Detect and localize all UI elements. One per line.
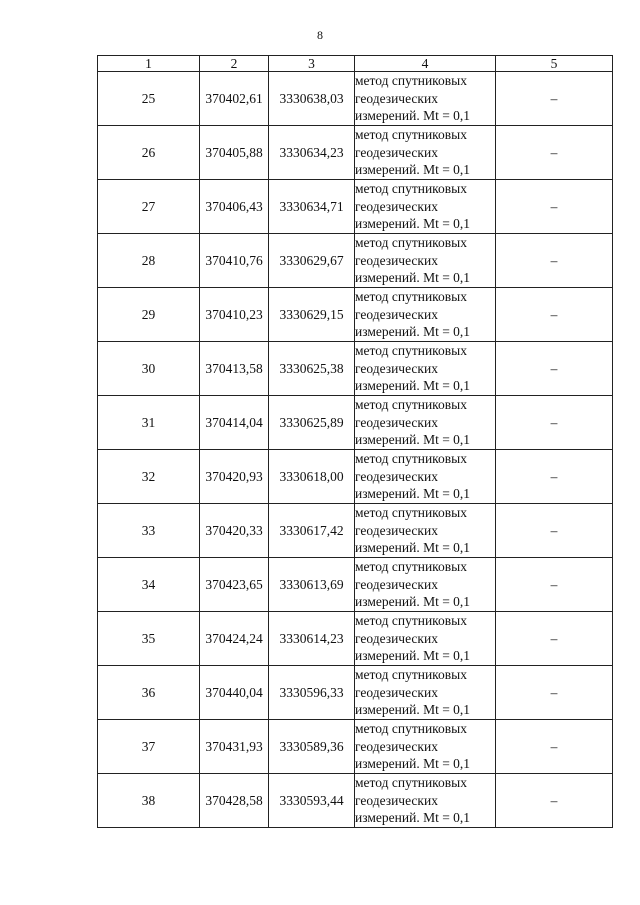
note-cell: – (496, 180, 613, 234)
method-line-1: метод спутниковых (355, 613, 467, 629)
method-line-1: метод спутниковых (355, 559, 467, 575)
method-line-2: геодезических (355, 792, 438, 808)
coordinates-table (97, 55, 613, 828)
table-row (98, 666, 613, 720)
note-cell: – (496, 234, 613, 288)
point-number: 29 (98, 288, 200, 342)
table-row (98, 288, 613, 342)
method-line-2: геодезических (355, 630, 438, 646)
method-line-1: метод спутниковых (355, 73, 467, 89)
method-line-1: метод спутниковых (355, 667, 467, 683)
point-number: 27 (98, 180, 200, 234)
method-description (355, 288, 496, 342)
method-line-3: измерений. Mt = 0,1 (355, 162, 471, 178)
point-number: 37 (98, 720, 200, 774)
coordinate-x: 370428,58 (200, 774, 269, 828)
method-description (355, 72, 496, 126)
point-number: 32 (98, 450, 200, 504)
method-line-3: измерений. Mt = 0,1 (355, 324, 471, 340)
method-line-2: геодезических (355, 576, 438, 592)
method-description (355, 234, 496, 288)
note-cell: – (496, 72, 613, 126)
coordinate-x: 370405,88 (200, 126, 269, 180)
method-line-1: метод спутниковых (355, 775, 467, 791)
method-line-1: метод спутниковых (355, 289, 467, 305)
method-description (355, 504, 496, 558)
note-cell: – (496, 288, 613, 342)
method-description (355, 450, 496, 504)
method-line-1: метод спутниковых (355, 397, 467, 413)
method-line-1: метод спутниковых (355, 721, 467, 737)
method-description (355, 126, 496, 180)
coordinate-y: 3330618,00 (269, 450, 355, 504)
method-line-2: геодезических (355, 522, 438, 538)
method-line-3: измерений. Mt = 0,1 (355, 432, 471, 448)
coordinate-y: 3330638,03 (269, 72, 355, 126)
coordinate-x: 370420,33 (200, 504, 269, 558)
coordinate-y: 3330613,69 (269, 558, 355, 612)
method-line-2: геодезических (355, 306, 438, 322)
table-body (98, 72, 613, 828)
coordinate-x: 370420,93 (200, 450, 269, 504)
method-line-3: измерений. Mt = 0,1 (355, 702, 471, 718)
point-number: 28 (98, 234, 200, 288)
column-header-2: 2 (200, 56, 269, 72)
note-cell: – (496, 720, 613, 774)
note-cell: – (496, 774, 613, 828)
table-row (98, 774, 613, 828)
method-line-3: измерений. Mt = 0,1 (355, 270, 471, 286)
method-line-3: измерений. Mt = 0,1 (355, 594, 471, 610)
method-description (355, 774, 496, 828)
coordinate-x: 370406,43 (200, 180, 269, 234)
coordinate-x: 370423,65 (200, 558, 269, 612)
table-row (98, 234, 613, 288)
table-row (98, 396, 613, 450)
page-number: 8 (317, 28, 323, 42)
table-row (98, 612, 613, 666)
method-line-3: измерений. Mt = 0,1 (355, 648, 471, 664)
column-header-5: 5 (496, 56, 613, 72)
note-cell: – (496, 126, 613, 180)
coordinate-y: 3330625,89 (269, 396, 355, 450)
method-line-1: метод спутниковых (355, 235, 467, 251)
coordinate-y: 3330625,38 (269, 342, 355, 396)
point-number: 33 (98, 504, 200, 558)
coordinate-x: 370410,23 (200, 288, 269, 342)
coordinate-x: 370402,61 (200, 72, 269, 126)
coordinate-x: 370410,76 (200, 234, 269, 288)
table-row (98, 720, 613, 774)
method-line-1: метод спутниковых (355, 505, 467, 521)
method-line-2: геодезических (355, 252, 438, 268)
method-description (355, 180, 496, 234)
method-line-3: измерений. Mt = 0,1 (355, 486, 471, 502)
note-cell: – (496, 558, 613, 612)
coordinate-x: 370440,04 (200, 666, 269, 720)
column-header-3: 3 (269, 56, 355, 72)
coordinate-x: 370413,58 (200, 342, 269, 396)
note-cell: – (496, 450, 613, 504)
method-line-3: измерений. Mt = 0,1 (355, 810, 471, 826)
point-number: 31 (98, 396, 200, 450)
method-line-2: геодезических (355, 360, 438, 376)
method-line-1: метод спутниковых (355, 343, 467, 359)
column-header-1: 1 (98, 56, 200, 72)
method-line-2: геодезических (355, 198, 438, 214)
method-description (355, 720, 496, 774)
header-row (98, 56, 613, 72)
note-cell: – (496, 612, 613, 666)
coordinate-x: 370414,04 (200, 396, 269, 450)
method-line-2: геодезических (355, 468, 438, 484)
column-header-4: 4 (355, 56, 496, 72)
method-line-1: метод спутниковых (355, 451, 467, 467)
table-row (98, 558, 613, 612)
point-number: 38 (98, 774, 200, 828)
point-number: 30 (98, 342, 200, 396)
coordinate-y: 3330589,36 (269, 720, 355, 774)
point-number: 26 (98, 126, 200, 180)
method-description (355, 612, 496, 666)
note-cell: – (496, 504, 613, 558)
method-line-2: геодезических (355, 684, 438, 700)
coordinate-y: 3330629,15 (269, 288, 355, 342)
table-row (98, 180, 613, 234)
method-description (355, 666, 496, 720)
note-cell: – (496, 396, 613, 450)
method-line-2: геодезических (355, 144, 438, 160)
method-line-3: измерений. Mt = 0,1 (355, 108, 471, 124)
note-cell: – (496, 342, 613, 396)
method-line-2: геодезических (355, 414, 438, 430)
table-row (98, 342, 613, 396)
point-number: 35 (98, 612, 200, 666)
coordinate-x: 370424,24 (200, 612, 269, 666)
method-description (355, 558, 496, 612)
table-row (98, 126, 613, 180)
coordinate-y: 3330634,71 (269, 180, 355, 234)
point-number: 25 (98, 72, 200, 126)
coordinate-y: 3330629,67 (269, 234, 355, 288)
table-row (98, 450, 613, 504)
table-header (98, 56, 613, 72)
coordinate-y: 3330634,23 (269, 126, 355, 180)
coordinate-y: 3330596,33 (269, 666, 355, 720)
table-row (98, 72, 613, 126)
method-line-3: измерений. Mt = 0,1 (355, 756, 471, 772)
method-line-3: измерений. Mt = 0,1 (355, 540, 471, 556)
point-number: 34 (98, 558, 200, 612)
method-line-2: геодезических (355, 738, 438, 754)
coordinate-y: 3330617,42 (269, 504, 355, 558)
coordinate-y: 3330614,23 (269, 612, 355, 666)
method-line-1: метод спутниковых (355, 127, 467, 143)
coordinate-x: 370431,93 (200, 720, 269, 774)
method-line-1: метод спутниковых (355, 181, 467, 197)
note-cell: – (496, 666, 613, 720)
coordinate-y: 3330593,44 (269, 774, 355, 828)
method-description (355, 396, 496, 450)
method-line-3: измерений. Mt = 0,1 (355, 216, 471, 232)
method-line-2: геодезических (355, 90, 438, 106)
point-number: 36 (98, 666, 200, 720)
method-line-3: измерений. Mt = 0,1 (355, 378, 471, 394)
method-description (355, 342, 496, 396)
table-row (98, 504, 613, 558)
